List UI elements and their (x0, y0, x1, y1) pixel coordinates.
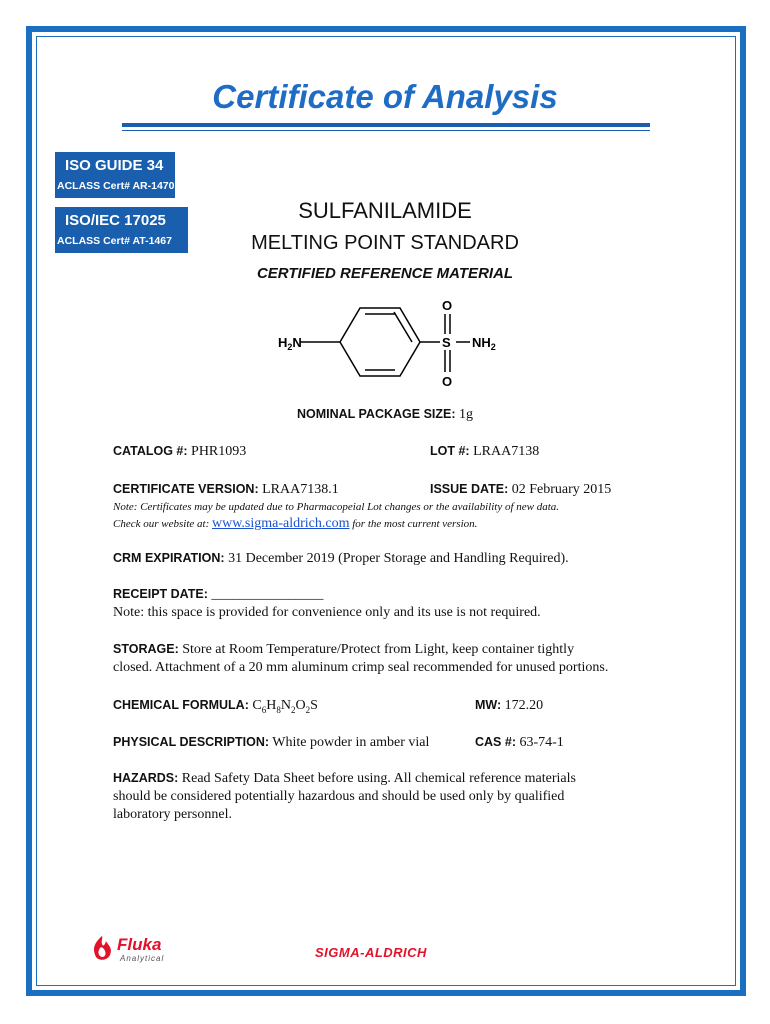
iso-iec-badge (55, 207, 188, 253)
formula-label: CHEMICAL FORMULA: (113, 698, 249, 712)
badge-cert: ACLASS Cert# AT-1467 (57, 235, 172, 247)
lot-value: LRAA7138 (473, 444, 540, 459)
formula-row (113, 698, 318, 715)
product-name: SULFANILAMIDE (298, 198, 472, 223)
receipt-date-row (113, 587, 323, 603)
title-underline (122, 123, 650, 127)
fluka-wordmark: Fluka (117, 935, 162, 954)
page-title: Certificate of Analysis (212, 78, 558, 115)
package-size (0, 407, 770, 423)
title-underline-thin (122, 130, 650, 131)
mw-label: MW: (475, 698, 502, 712)
physical-row (113, 735, 429, 751)
cas-label: CAS #: (475, 735, 516, 749)
storage-label: STORAGE: (113, 642, 179, 656)
structure-oxygen-top: O (442, 298, 453, 313)
structure-oxygen-bottom: O (442, 374, 453, 389)
hazards-label: HAZARDS: (113, 771, 179, 785)
website-note-pre: Check our website at: (113, 518, 210, 530)
formula-display: $C_6H_8N_2O_2S$ (252, 698, 318, 715)
physical-label: PHYSICAL DESCRIPTION: (113, 735, 270, 749)
catalog-value: PHR1093 (191, 444, 247, 459)
cert-version-row (113, 482, 339, 498)
hazards-line1: Read Safety Data Sheet before using. All chemical reference materials (181, 771, 576, 786)
product-type: MELTING POINT STANDARD (251, 232, 519, 254)
website-note-post: for the most current version. (352, 518, 478, 530)
storage-row (113, 642, 574, 658)
package-value: 1g (459, 407, 474, 422)
structure-amine-left: $H_2N$ (278, 335, 302, 352)
cas-value: 63-74-1 (519, 735, 564, 750)
chemical-structure (270, 292, 510, 392)
cert-version-value: LRAA7138.1 (262, 482, 339, 497)
hazards-line3: laboratory personnel. (113, 807, 232, 822)
physical-value: White powder in amber vial (272, 735, 430, 750)
lot-label: LOT #: (430, 444, 470, 458)
crm-expiration-row (113, 551, 569, 567)
issue-date-row (430, 482, 611, 498)
storage-line2: closed. Attachment of a 20 mm aluminum crimp seal recommended for unused portions. (113, 660, 609, 675)
fluka-flame-icon (90, 935, 114, 961)
mw-row (475, 698, 543, 714)
badge-title: ISO/IEC 17025 (65, 212, 166, 229)
crm-value: 31 December 2019 (Proper Storage and Handling Required). (228, 551, 569, 566)
cert-version-label: CERTIFICATE VERSION: (113, 482, 259, 496)
issue-date-value: 02 February 2015 (511, 482, 612, 497)
structure-sulfur: S (442, 335, 451, 350)
website-note (113, 516, 477, 532)
badge-cert: ACLASS Cert# AR-1470 (57, 180, 175, 192)
receipt-label: RECEIPT DATE: (113, 587, 208, 601)
badge-title: ISO GUIDE 34 (65, 157, 164, 174)
crm-label: CRM EXPIRATION: (113, 551, 225, 565)
product-category: CERTIFIED REFERENCE MATERIAL (256, 265, 514, 282)
update-note: Note: Certificates may be updated due to Pharmacopeial Lot changes or the availability of new data. (113, 501, 560, 513)
storage-line1: Store at Room Temperature/Protect from Light, keep container tightly (182, 642, 575, 657)
catalog-label: CATALOG #: (113, 444, 188, 458)
catalog-row (113, 444, 246, 460)
cas-row (475, 735, 564, 751)
fluka-subtitle: Analytical (120, 954, 165, 963)
hazards-line2: should be considered potentially hazardous and should be used only by qualified (113, 789, 565, 804)
website-link[interactable]: www.sigma-aldrich.com (211, 516, 350, 531)
mw-value: 172.20 (504, 698, 544, 713)
receipt-blank: ________________ (211, 587, 324, 602)
lot-row (430, 444, 539, 460)
iso-guide-badge (55, 152, 175, 198)
issue-date-label: ISSUE DATE: (430, 482, 509, 496)
receipt-note: Note: this space is provided for convenience only and its use is not required. (113, 605, 541, 620)
structure-amine-right: $NH_2$ (472, 335, 496, 352)
hazards-row (113, 771, 576, 787)
package-label: NOMINAL PACKAGE SIZE: (296, 407, 456, 421)
sigma-aldrich-logo: SIGMA-ALDRICH (315, 945, 427, 960)
